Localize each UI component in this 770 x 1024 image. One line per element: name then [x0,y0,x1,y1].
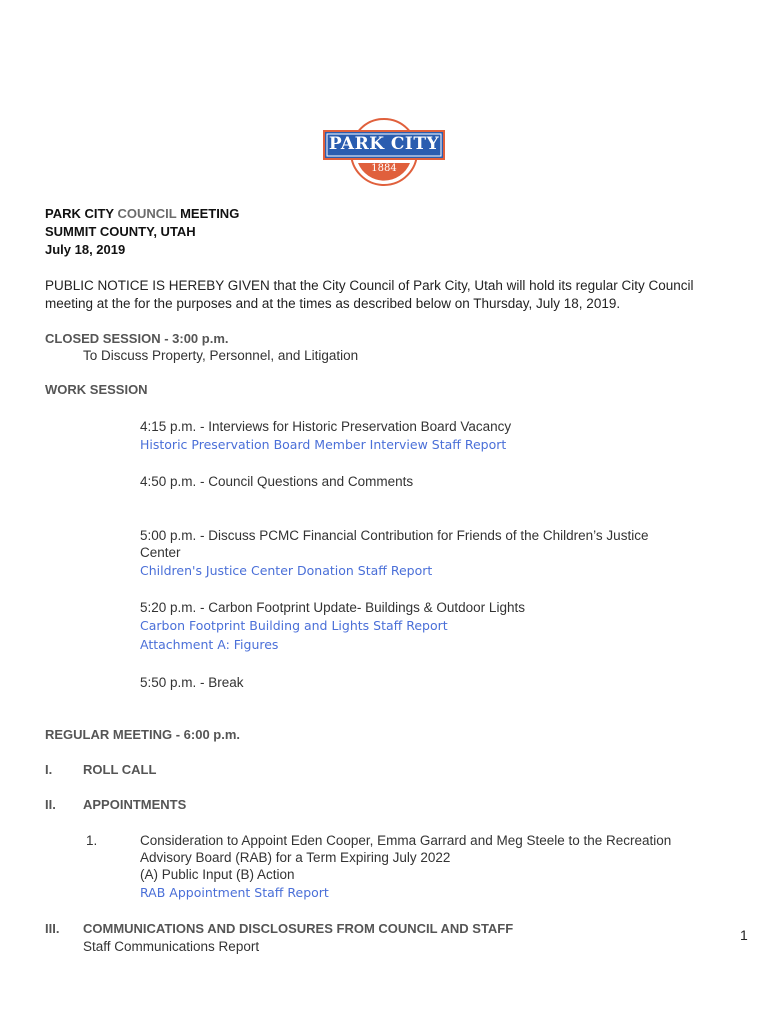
work-item-3-cont: Center [140,545,181,560]
logo-year: 1884 [371,163,397,174]
work-item-5: 5:50 p.m. - Break [140,675,244,690]
meeting-title [45,206,239,221]
section-1-title: ROLL CALL [83,762,157,777]
section-3-sub: Staff Communications Report [83,939,260,954]
section-3-title: COMMUNICATIONS AND DISCLOSURES FROM COUNCIL AND STAFF [83,921,514,936]
section-2-num: II. [45,797,56,812]
park-city-logo [318,117,450,187]
work-item-4-link-2[interactable]: Attachment A: Figures [140,637,279,652]
section-1-num: I. [45,762,53,777]
section-2-title: APPOINTMENTS [83,797,187,812]
closed-session-title: CLOSED SESSION - 3:00 p.m. [45,331,229,346]
meeting-date: July 18, 2019 [45,242,126,257]
appointment-line-3: (A) Public Input (B) Action [140,867,295,882]
work-session-title: WORK SESSION [45,382,148,397]
title-part-1: PARK CITY [45,206,118,221]
county-line: SUMMIT COUNTY, UTAH [45,224,196,239]
work-item-1: 4:15 p.m. - Interviews for Historic Preservation Board Vacancy [140,419,512,434]
work-item-4-link[interactable]: Carbon Footprint Building and Lights Staff Report [140,618,448,633]
notice-line-1: PUBLIC NOTICE IS HEREBY GIVEN that the City Council of Park City, Utah will hold its regular City Council [45,278,694,293]
appointment-line-1: Consideration to Appoint Eden Cooper, Emma Garrard and Meg Steele to the Recreation [140,833,672,848]
appointment-link[interactable]: RAB Appointment Staff Report [140,885,329,900]
work-item-4: 5:20 p.m. - Carbon Footprint Update- Buildings & Outdoor Lights [140,600,525,615]
closed-session-desc: To Discuss Property, Personnel, and Litigation [83,348,359,363]
notice-line-2: meeting at the for the purposes and at the times as described below on Thursday, July 18, 2019. [45,296,621,311]
work-item-3-link[interactable]: Children's Justice Center Donation Staff Report [140,563,433,578]
logo-name: PARK CITY [328,134,440,154]
work-item-3: 5:00 p.m. - Discuss PCMC Financial Contribution for Friends of the Children’s Justice [140,528,649,543]
section-3-num: III. [45,921,60,936]
appointment-num: 1. [86,833,98,848]
regular-meeting-title: REGULAR MEETING - 6:00 p.m. [45,727,241,742]
work-item-1-link[interactable]: Historic Preservation Board Member Interview Staff Report [140,437,507,452]
appointment-line-2: Advisory Board (RAB) for a Term Expiring July 2022 [140,850,451,865]
page-number: 1 [740,927,748,943]
title-part-3: MEETING [176,206,240,221]
work-item-2: 4:50 p.m. - Council Questions and Comments [140,474,414,489]
title-part-2: COUNCIL [117,206,177,221]
